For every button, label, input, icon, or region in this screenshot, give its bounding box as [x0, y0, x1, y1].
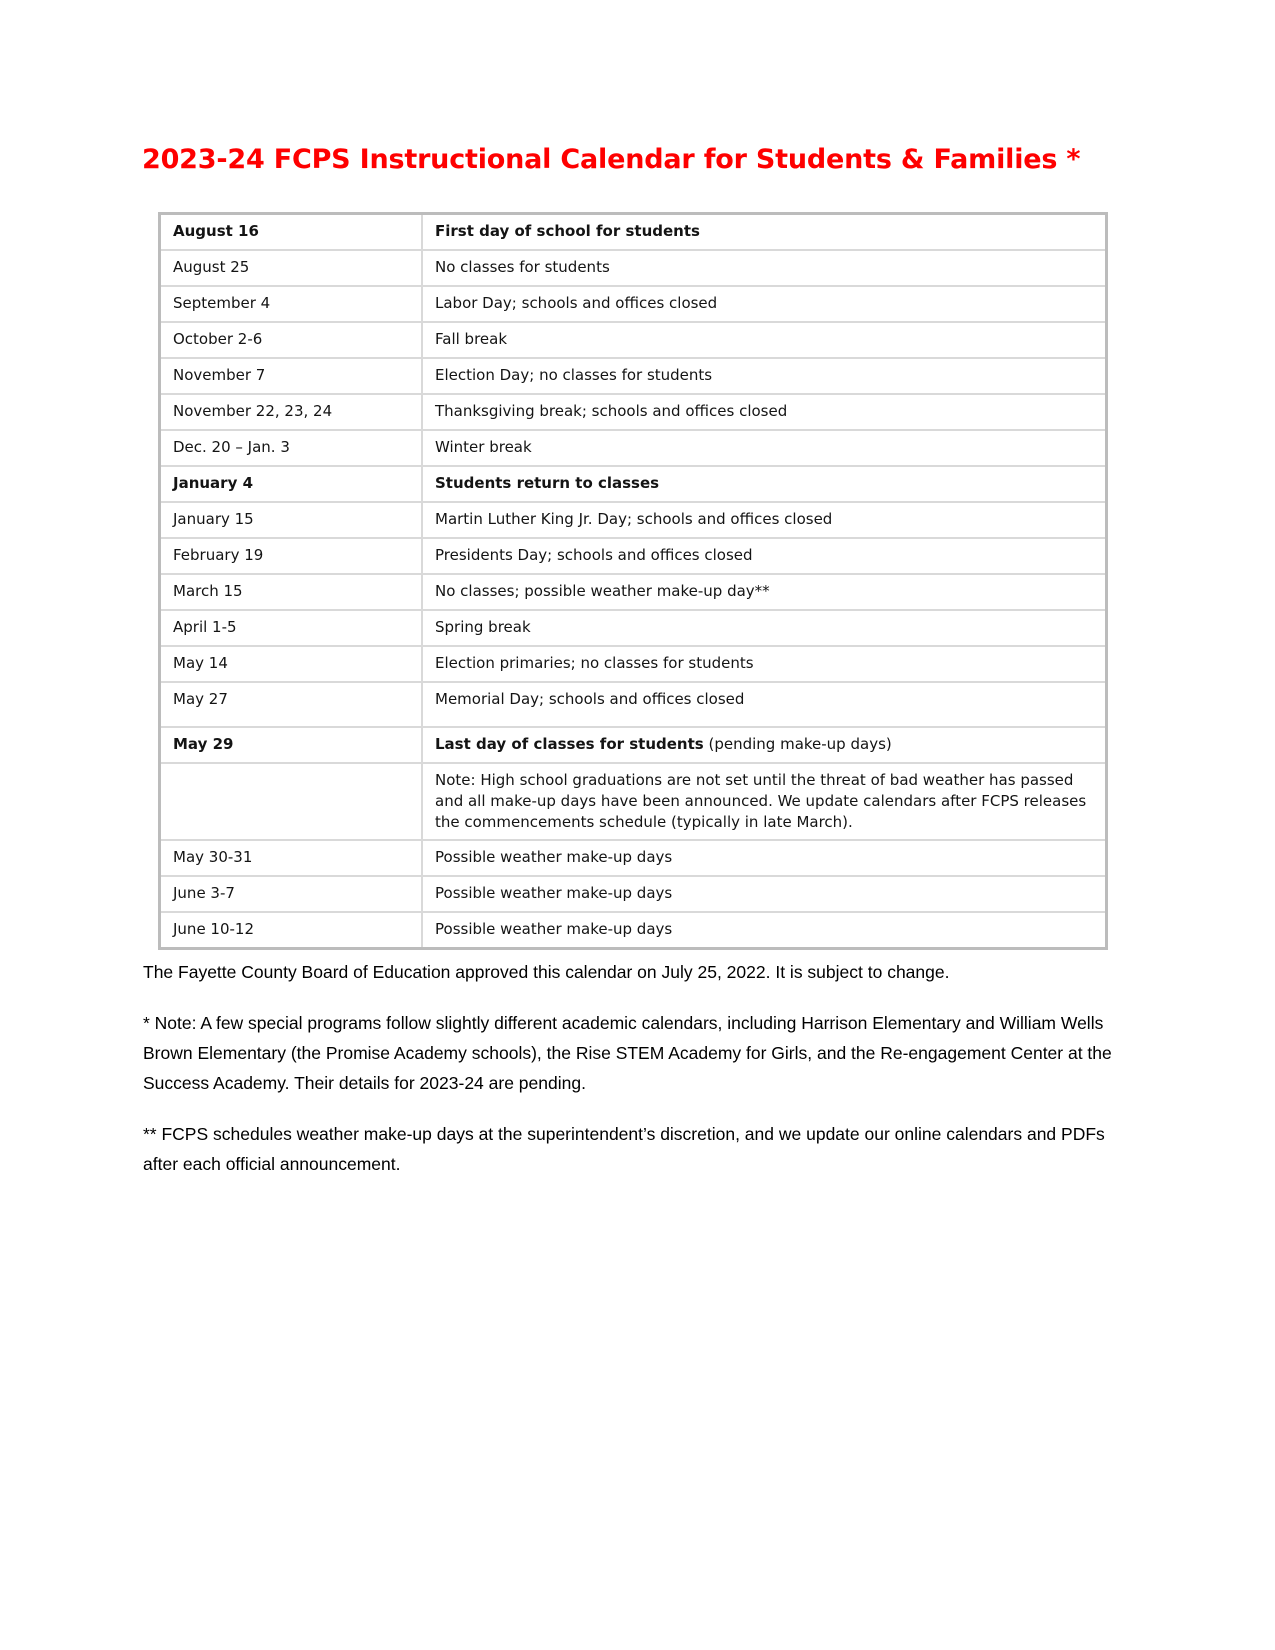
event-description: No classes for students [422, 250, 1107, 286]
table-row [160, 682, 1107, 727]
event-date: November 22, 23, 24 [160, 394, 423, 430]
event-date: May 30-31 [160, 840, 423, 876]
event-description: Possible weather make-up days [422, 840, 1107, 876]
page-title: 2023-24 FCPS Instructional Calendar for Students & Families * [142, 144, 1081, 175]
event-description: Memorial Day; schools and offices closed [422, 682, 1107, 727]
table-row [160, 322, 1107, 358]
table-row [160, 466, 1107, 502]
table-row [160, 214, 1107, 251]
event-date: June 10-12 [160, 912, 423, 949]
instructional-calendar-table [158, 212, 1108, 950]
table-row [160, 727, 1107, 763]
event-date: June 3-7 [160, 876, 423, 912]
table-row [160, 430, 1107, 466]
table-row [160, 502, 1107, 538]
table-row [160, 840, 1107, 876]
event-date: August 16 [160, 214, 423, 251]
table-row [160, 610, 1107, 646]
table-row [160, 250, 1107, 286]
event-date: November 7 [160, 358, 423, 394]
event-date: September 4 [160, 286, 423, 322]
table-row [160, 876, 1107, 912]
event-description: Winter break [422, 430, 1107, 466]
event-description: Spring break [422, 610, 1107, 646]
event-date: May 14 [160, 646, 423, 682]
event-description: No classes; possible weather make-up day** [422, 574, 1107, 610]
event-date: May 29 [160, 727, 423, 763]
event-description: Students return to classes [422, 466, 1107, 502]
footnotes-section [143, 957, 1143, 1200]
event-date: May 27 [160, 682, 423, 727]
event-date: Dec. 20 – Jan. 3 [160, 430, 423, 466]
event-description: Election Day; no classes for students [422, 358, 1107, 394]
weather-makeup-note: ** FCPS schedules weather make-up days at the superintendent’s discretion, and we update our online calendars and PDFs after each official announcement. [143, 1124, 1105, 1174]
table-row [160, 912, 1107, 949]
table-row [160, 286, 1107, 322]
special-programs-note: * Note: A few special programs follow slightly different academic calendars, including Harrison Elementary and William Wells Brown Elementary (the Promise Academy schools), the Rise STEM Academy for Girls, and the Re-engagement Center at the Success Academy. Their details for 2023-24 are pending. [143, 1013, 1112, 1093]
table-row [160, 358, 1107, 394]
event-date: January 15 [160, 502, 423, 538]
table-row [160, 574, 1107, 610]
table-row [160, 646, 1107, 682]
event-description: Election primaries; no classes for students [422, 646, 1107, 682]
table-row [160, 394, 1107, 430]
board-approval-note: The Fayette County Board of Education approved this calendar on July 25, 2022. It is subject to change. [143, 962, 950, 982]
event-description: Labor Day; schools and offices closed [422, 286, 1107, 322]
event-description: Fall break [422, 322, 1107, 358]
event-description: Possible weather make-up days [422, 876, 1107, 912]
event-description: Presidents Day; schools and offices closed [422, 538, 1107, 574]
event-date: February 19 [160, 538, 423, 574]
table-row-graduation-note [160, 763, 1107, 840]
event-date [160, 763, 423, 840]
event-date: August 25 [160, 250, 423, 286]
event-date: March 15 [160, 574, 423, 610]
event-date: April 1-5 [160, 610, 423, 646]
event-description: First day of school for students [422, 214, 1107, 251]
event-description: Note: High school graduations are not set until the threat of bad weather has passed and all make-up days have been announced. We update calendars after FCPS releases the commencements schedule (typically in late March). [422, 763, 1107, 840]
table-row [160, 538, 1107, 574]
event-date: January 4 [160, 466, 423, 502]
event-date: October 2-6 [160, 322, 423, 358]
event-description: Thanksgiving break; schools and offices closed [422, 394, 1107, 430]
event-description: Martin Luther King Jr. Day; schools and offices closed [422, 502, 1107, 538]
event-description: Last day of classes for students (pending make-up days) [422, 727, 1107, 763]
event-description: Possible weather make-up days [422, 912, 1107, 949]
